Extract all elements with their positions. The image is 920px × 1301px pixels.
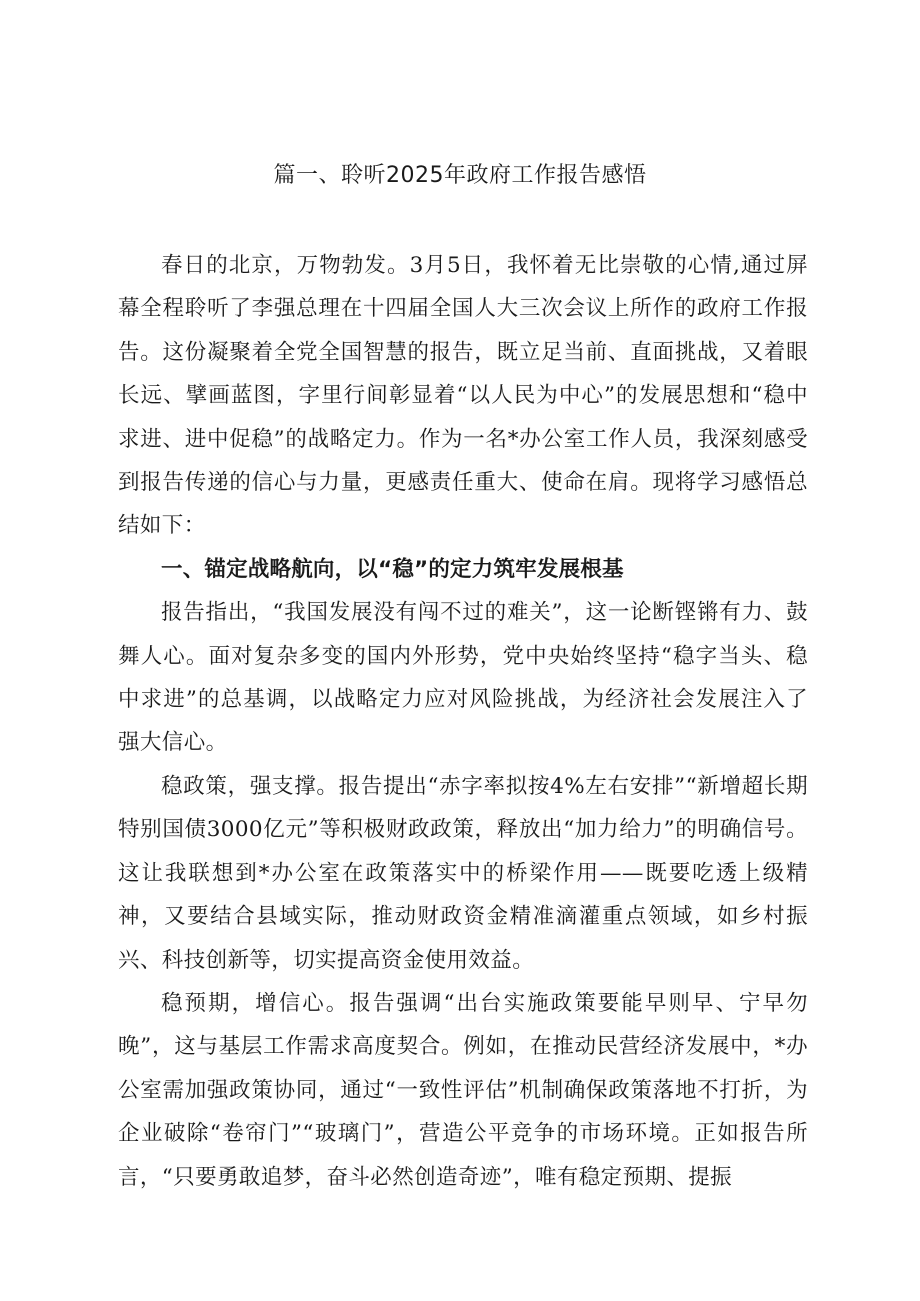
paragraph-stable-expectation: 稳预期，增信心。报告强调“出台实施政策要能早则早、宁早勿晚”，这与基层工作需求高度契合。例如，在推动民营经济发展中，*办公室需加强政策协同，通过“一致性评估”机制确保政策落地不打折，为企业破除“卷帘门”“玻璃门”，营造公平竞争的市场环境。正如报告所言，“只要勇敢追梦，奋斗必然创造奇迹”，唯有稳定预期、提振 [118,990,808,1190]
paragraph-intro: 春日的北京，万物勃发。3月5日，我怀着无比崇敬的心情,通过屏幕全程聆听了李强总理在十四届全国人大三次会议上所作的政府工作报告。这份凝聚着全党全国智慧的报告，既立足当前、直面挑战，又着眼长远、擘画蓝图，字里行间彰显着“以人民为中心”的发展思想和“稳中求进、进中促稳”的战略定力。作为一名*办公室工作人员，我深刻感受到报告传递的信心与力量，更感责任重大、使命在肩。现将学习感悟总结如下： [118,253,808,539]
document-body [118,244,808,1199]
paragraph-stable-policy: 稳政策，强支撑。报告提出“赤字率拟按4%左右安排”“新增超长期特别国债3000亿元”等积极财政政策，释放出“加力给力”的明确信号。这让我联想到*办公室在政策落实中的桥梁作用——既要吃透上级精神，又要结合县域实际，推动财政资金精准滴灌重点领域，如乡村振兴、科技创新等，切实提高资金使用效益。 [118,773,808,973]
section-heading-1: 一、锚定战略航向，以“稳”的定力筑牢发展根基 [161,556,624,582]
paragraph-section1-intro: 报告指出，“我国发展没有闯不过的难关”，这一论断铿锵有力、鼓舞人心。面对复杂多变的国内外形势，党中央始终坚持“稳字当头、稳中求进”的总基调，以战略定力应对风险挑战，为经济社会发展注入了强大信心。 [118,600,808,756]
document-title: 篇一、聆听2025年政府工作报告感悟 [273,163,647,188]
